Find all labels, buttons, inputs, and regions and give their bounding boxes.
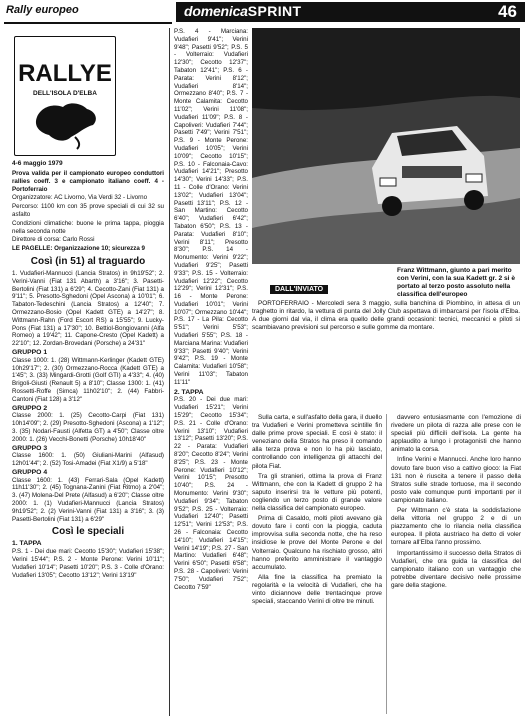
island-shape-icon [36, 103, 96, 140]
stage1-results: P.S. 1 - Dei due mari: Cecotto 15'30"; Vudafieri 15'38"; Verini 15'44"; P.S. 2 - Monte Perone: Verini 10'11"; Vudafieri 10'14"; Pasetti 10'20"; P.S. 3 - Colle d'Orano: Vudafieri 13'05"; Cecotto 13'12"; Verini 13'19" [12, 548, 164, 579]
group4-results: Classe 1600: 1. (43) Ferrari-Sala (Opel Kadett) 11h11'30"; 2. (45) Tognana-Zanini (Fiat Ritmo) a 2'04"; 3. (47) Molena-Del Prete (Alfasud) a 6'20"; Classe oltre 2000: 1. (1) Vudafieri-Mannucci (Lancia Stratos) 9h19'52"; 2. (2) Verini-Vanni (Fiat 131) a 3'16"; 3. (3) Pasetti-Bertolini (Fiat 131) a 6'29" [12, 476, 164, 523]
date-line: 4-6 maggio 1979 [12, 160, 63, 167]
article-paragraph-9: Importantissimo il successo della Stratos di Vudafieri, che ora guida la classifica del campionato italiano con un vantaggio che potrebbe diventare decisivo nelle prossime gare della stagione. [391, 549, 521, 589]
event-intro: Prova valida per il campionato europeo conduttori rallies coeff. 3 e campionato italiano coeff. 4 - Portoferraio [12, 170, 164, 193]
header-rule [4, 22, 172, 24]
brand-sprint: SPRINT [247, 3, 302, 19]
article-column-right [391, 414, 521, 714]
article-paragraph-8: Per Wittmann c'è stata la soddisfazione della vittoria nel gruppo 2 e di un piazzamento che lo rilancia nella classifica europea. Il pilota austriaco ha detto di voler tornare all'Elba l'anno prossimo. [391, 507, 521, 547]
rally-car-photo [252, 28, 520, 264]
stages-column [174, 28, 248, 714]
article-paragraph-7: Infine Verini e Mannucci. Anche loro hanno dovuto fare buon viso a cattivo gioco: la Fiat 131 non è riuscita a tenere il passo della Stratos sulle strade tortuose, ma il secondo posto vale comunque punti importanti per il campionato italiano. [391, 456, 521, 504]
article-paragraph-5: Alla fine la classifica ha premiato la regolarità e la velocità di Vudafieri, che ha vinto diciannove delle trentacinque prove speciali, staccando Verini di oltre tre minuti. [252, 573, 382, 606]
byline-tag: DALL'INVIATO [270, 285, 328, 294]
brand-logo [184, 3, 302, 19]
masthead-banner [176, 2, 525, 22]
article-column-left [252, 414, 382, 714]
page-number: 46 [498, 2, 517, 21]
logo-rally-text: RALLYE [18, 60, 112, 87]
article-column-divider [386, 414, 387, 714]
group3-title: GRUPPO 3 [12, 444, 48, 452]
column-divider [169, 28, 170, 716]
event-organizer: Organizzatore: AC Livorno, Via Verdi 32 - Livorno [12, 194, 148, 202]
article-lead [252, 300, 520, 412]
article-paragraph-4: Prima di Casaldo, molti piloti avevano già dovuto fare i conti con la pioggia, caduta improvvisa sulla seconda notte, che ha reso insidiose le prove del Monte Perone e del Volterraio. Qualcuno ha rischiato grosso, altri hanno preferito amministrare il vantaggio accumulato. [252, 515, 382, 571]
event-ratings: LE PAGELLE: Organizzazione 10; sicurezza 9 [12, 245, 145, 253]
overall-classification: 1. Vudafieri-Mannucci (Lancia Stratos) in 9h19'52"; 2. Verini-Vanni (Fiat 131 Abarth) a 3'16"; 3. Pasetti-Bertolini (Fiat 131) a 6'29"; 4. Cecotto-Zani (Fiat 131) a 9'11"; 5. Presotto-Sghedoni (Opel Ascona) a 10'01"; 6. Tabaton-Tedeschini (Lancia Stratos) a 12'40"; 7. Ormezzano-Bosio (Opel Kadett GTE) a 14'27"; 8. Wittmann-Rahn (Ford Escort RS) a 15'55"; 9. Lucky-Pons (Fiat 131) a 17'30"; 10. Bettiol-Bongiovanni (Alfa Romeo) a 19'42"; 11. Capone-Cresto (Opel Kadett) a 22'10"; 12. Zordan-Brovedani (Porsche) a 24'31" [12, 269, 164, 348]
logo-island-text: DELL'ISOLA D'ELBA [33, 90, 97, 97]
article-paragraph-1: PORTOFERRAIO - Mercoledì sera 3 maggio, sulla banchina di Piombino, in attesa di un traghetto in ritardo, la vettura di punta del Jolly Club aspettava di imbarcarsi per l'isola d'Elba. A due giorni dal via, il clima era quello delle grandi occasioni: tecnici, meccanici e piloti si scambiavano previsioni sul percorso e sulle gomme da montare. [252, 300, 520, 332]
rally-logo [14, 36, 116, 156]
rally-car-photo-graphic [252, 28, 520, 264]
event-route: Percorso: 1100 km con 35 prove speciali di cui 32 su asfalto [12, 203, 164, 218]
stages-heading: Così le speciali [51, 526, 125, 538]
section-title: Rally europeo [6, 4, 79, 16]
group3-results: Classe 1600: 1. (50) Giuliani-Marini (Alfasud) 12h01'44"; 2. (52) Tosi-Amadei (Fiat X1/9) a 5'18" [12, 452, 164, 468]
stage2-title: 2. TAPPA [174, 388, 204, 396]
stage-times-list: P.S. 4 - Marciana: Vudafieri 9'41"; Verini 9'48"; Pasetti 9'52"; P.S. 5 - Volterraio: Vudafieri 12'30"; Cecotto 12'37"; Tabaton 12'41"; P.S. 6 - Parata: Verini 8'12"; Vudafieri 8'14"; Ormezzano 8'40"; P.S. 7 - Monte Calamita: Cecotto 11'02"; Verini 11'08"; Vudafieri 11'09"; P.S. 8 - Capoliveri: Vudafieri 7'44"; Pasetti 7'49"; Verini 7'51"; P.S. 9 - Monte Perone: Vudafieri 10'05"; Verini 10'09"; Cecotto 10'15"; P.S. 10 - Falconaia-Cavo: Vudafieri 14'21"; Presotto 14'30"; Verini 14'33"; P.S. 11 - Colle d'Orano: Verini 13'02"; Vudafieri 13'04"; Pasetti 13'11"; P.S. 12 - San Martino: Cecotto 6'40"; Vudafieri 6'42"; Tabaton 6'50"; P.S. 13 - Parata: Vudafieri 8'10"; Verini 8'11"; Presotto 8'30"; P.S. 14 - Monumento: Verini 9'22"; Vudafieri 9'25"; Pasetti 9'33"; P.S. 15 - Volterraio: Vudafieri 12'22"; Cecotto 12'29"; Verini 12'31"; P.S. 16 - Monte Perone: Vudafieri 10'01"; Verini 10'07"; Ormezzano 10'44"; P.S. 17 - La Pila: Cecotto 5'51"; Verini 5'53"; Vudafieri 5'55"; P.S. 18 - Marciana Marina: Vudafieri 9'33"; Pasetti 9'40"; Verini 9'42"; P.S. 19 - Monte Calamita: Vudafieri 10'58"; Verini 11'03"; Tabaton 11'11" [174, 28, 248, 386]
results-column [12, 170, 164, 714]
brand-domenica: domenica [184, 3, 248, 19]
group2-title: GRUPPO 2 [12, 404, 48, 412]
group1-results: Classe 1000: 1. (28) Wittmann-Kerlinger (Kadett GTE) 10h29'17"; 2. (30) Ormezzano-Rocca (Kadett GTE) a 1'45"; 3. (33) Mingardi-Grotti (Golf GTI) a 4'33"; 4. (40) Brigoli-Giusti (Renault 5) a 8'10"; Classe 1300: 1. (41) Rossetti-Roffe (Simca) 11h02'10"; 2. (44) Fabbri-Cantoni (Fiat 128) a 3'12" [12, 356, 164, 403]
photo-caption: Franz Wittmann, giunto a pari merito con Verini, con la sua Kadett gr. 2 si è portato al terzo posto assoluto nella classifica dell'europeo [397, 267, 515, 298]
stage1-title: 1. TAPPA [12, 540, 42, 548]
article-paragraph-6: davvero entusiasmante con l'emozione di rivedere un pilota di razza alle prese con le speciali più difficili dell'isola. La gente ha applaudito a lungo i protagonisti che hanno animato la corsa. [391, 414, 521, 454]
island-tail-icon [75, 137, 79, 149]
stage2-results: P.S. 20 - Dei due mari: Vudafieri 15'21"; Verini 15'29"; Cecotto 15'34"; P.S. 21 - Colle d'Orano: Verini 13'10"; Vudafieri 13'12"; Pasetti 13'20"; P.S. 22 - Parata: Vudafieri 8'20"; Cecotto 8'24"; Verini 8'25"; P.S. 23 - Monte Perone: Vudafieri 10'12"; Verini 10'15"; Presotto 10'40"; P.S. 24 - Monumento: Verini 9'30"; Vudafieri 9'34"; Tabaton 9'52"; P.S. 25 - Volterraio: Vudafieri 12'40"; Pasetti 12'51"; Verini 12'53"; P.S. 26 - Falconaia: Cecotto 14'10"; Vudafieri 14'15"; Verini 14'19"; P.S. 27 - San Martino: Vudafieri 6'48"; Verini 6'50"; Pasetti 6'58"; P.S. 28 - Capoliveri: Verini 7'50"; Vudafieri 7'52"; Cecotto 7'59" [174, 396, 248, 591]
group4-title: GRUPPO 4 [12, 468, 48, 476]
group1-title: GRUPPO 1 [12, 348, 48, 356]
rally-logo-graphic [15, 37, 115, 155]
event-director: Direttore di corsa: Carlo Rossi [12, 236, 95, 244]
arrival-heading: Così (in 51) al traguardo [30, 255, 146, 267]
event-weather: Condizioni climatiche: buone le prima tappa, pioggia nella seconda notte [12, 219, 164, 235]
article-paragraph-3: Tra gli stranieri, ottima la prova di Franz Wittmann, che con la Kadett di gruppo 2 ha saputo inserirsi tra le vetture più potenti, cogliendo un terzo posto di grande valore nella classifica del campionato europeo. [252, 472, 382, 513]
article-paragraph-2: Sulla carta, e sull'asfalto della gara, il duello tra Vudafieri e Verini prometteva scintille fin dalle prime prove speciali. E così è stato: il veneziano della Stratos ha preso il comando alla terza prova e non lo ha più lasciato, controllando con intelligenza gli attacchi del pilota Fiat. [252, 414, 382, 470]
group2-results: Classe 2000: 1. (25) Cecotto-Carpi (Fiat 131) 10h14'09"; 2. (29) Presotto-Sghedoni (Ascona) a 1'12"; 3. (35) Nodari-Fausti (Alfetta GT) a 4'50"; Classe oltre 2000: 1. (26) Vecchi-Bonetti (Porsche) 10h18'40" [12, 412, 164, 443]
